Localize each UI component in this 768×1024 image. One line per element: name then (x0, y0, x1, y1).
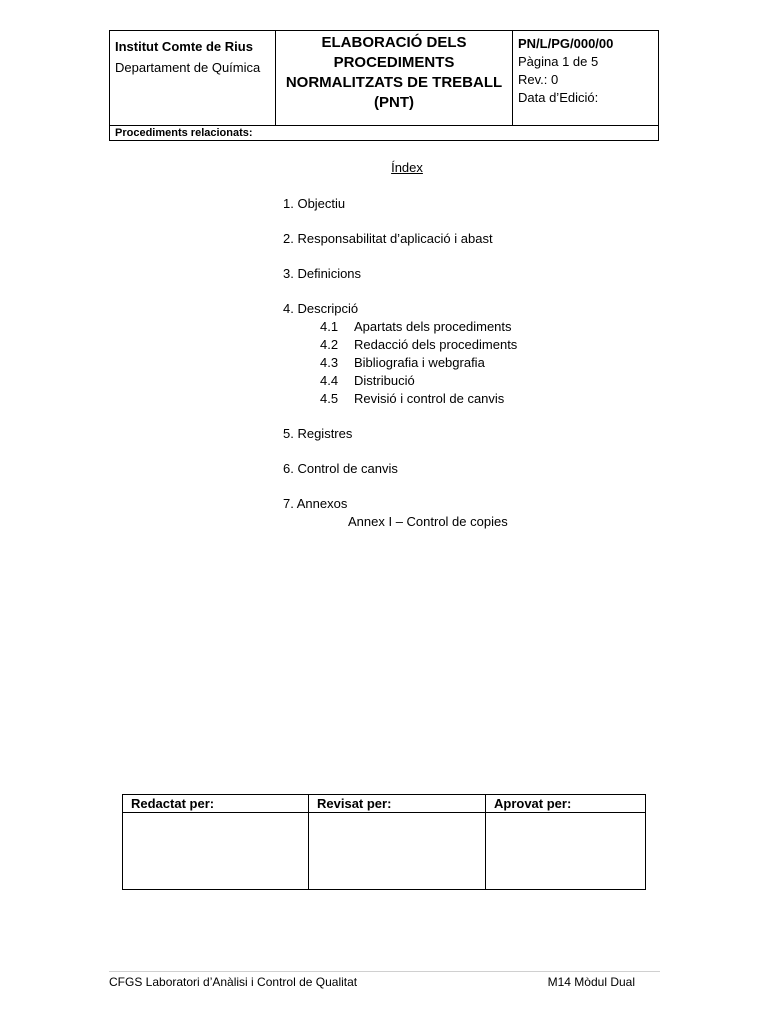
drafted-by-field[interactable] (123, 813, 309, 890)
footer-course: CFGS Laboratori d’Anàlisi i Control de Qualitat (109, 975, 358, 989)
index-item: 2. Responsabilitat d’aplicació i abast (283, 231, 493, 246)
title-line-1: ELABORACIÓ DELS (321, 34, 467, 51)
institution-name: Institut Comte de Rius (115, 39, 253, 54)
index-subitem-label: Apartats dels procediments (354, 319, 512, 334)
signature-table (122, 794, 646, 890)
revision: Rev.: 0 (518, 72, 559, 87)
index-item: 1. Objectiu (283, 196, 346, 211)
related-procedures: Procediments relacionats: (110, 125, 659, 140)
index-subitem (283, 354, 517, 372)
index-title: Índex (391, 160, 423, 175)
index-item: 5. Registres (283, 426, 353, 441)
index-subitem-number: 4.5 (320, 391, 339, 406)
approved-by-field[interactable] (486, 813, 646, 890)
index-item: 4. Descripció (283, 301, 359, 316)
index-subitem-label: Bibliografia i webgrafia (354, 355, 485, 370)
page-number: Pàgina 1 de 5 (518, 54, 599, 69)
index-subitem (283, 336, 517, 354)
page-footer (109, 971, 660, 989)
document-code: PN/L/PG/000/00 (518, 36, 614, 51)
institution-cell (110, 31, 276, 126)
footer-module: M14 Mòdul Dual (547, 975, 635, 989)
index-subitem-label: Redacció dels procediments (354, 337, 518, 352)
reviewed-by-label: Revisat per: (309, 795, 486, 813)
document-title (276, 31, 513, 126)
index-item: 3. Definicions (283, 266, 362, 281)
index-subitem-number: 4.1 (320, 319, 339, 334)
index-subitem-number: 4.3 (320, 355, 339, 370)
index-subitem-number: 4.2 (320, 337, 339, 352)
reviewed-by-field[interactable] (309, 813, 486, 890)
index-item: 6. Control de canvis (283, 461, 398, 476)
index-annex: Annex I – Control de copies (348, 514, 508, 529)
index-subitem-label: Revisió i control de canvis (354, 391, 505, 406)
index-subitem (283, 390, 517, 408)
document-header (109, 30, 659, 141)
index-item: 7. Annexos (283, 496, 348, 511)
title-line-4: (PNT) (374, 94, 414, 111)
index-subitem-number: 4.4 (320, 373, 339, 388)
department-name: Departament de Química (115, 60, 261, 75)
title-line-3: NORMALITZATS DE TREBALL (285, 74, 503, 91)
title-line-2: PROCEDIMENTS (333, 54, 455, 71)
drafted-by-label: Redactat per: (123, 795, 309, 813)
index-list (283, 195, 517, 531)
approved-by-label: Aprovat per: (486, 795, 646, 813)
index-subitem (283, 318, 517, 336)
document-code-cell (513, 31, 659, 126)
edition-date: Data d’Edició: (518, 90, 599, 105)
index-subitem-label: Distribució (354, 373, 415, 388)
index-subitem (283, 372, 517, 390)
